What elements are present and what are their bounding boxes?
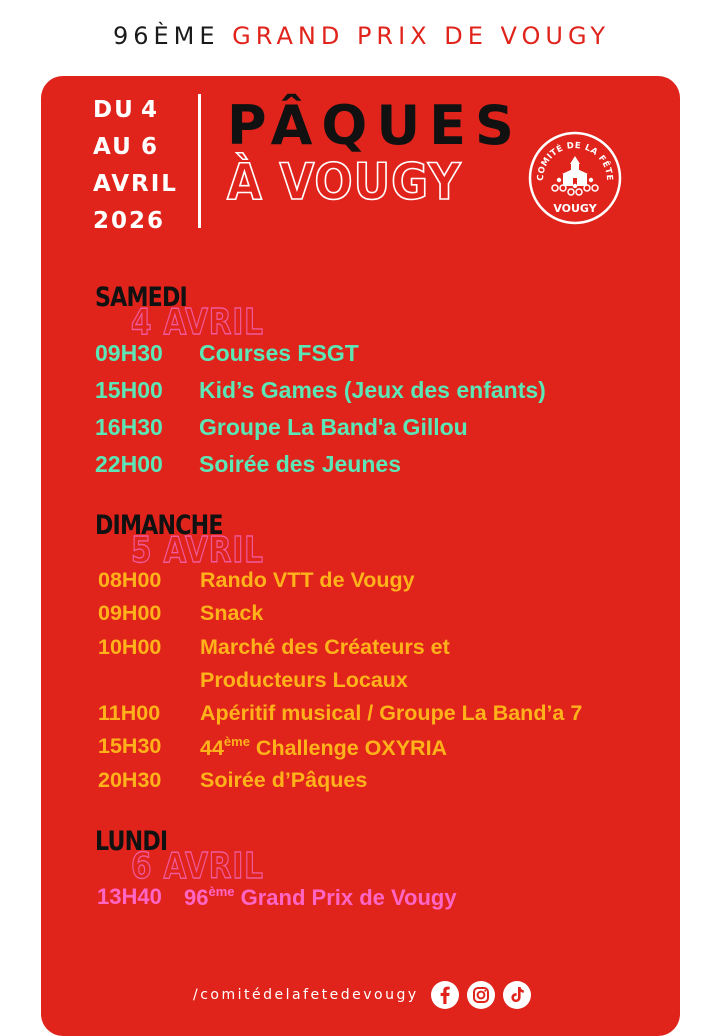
- logo-top-text: COMITÉ DE LA FÊTE: [535, 140, 615, 182]
- header-prefix: 96ÈME: [112, 22, 220, 50]
- poster: [41, 76, 680, 1036]
- event-time: 11H00: [98, 701, 161, 726]
- comite-logo: [527, 130, 623, 226]
- event-time: 09H30: [95, 340, 163, 366]
- main-title: [227, 94, 523, 211]
- day-name: DIMANCHE: [95, 510, 223, 541]
- day-date: 4 AVRIL: [131, 302, 264, 343]
- logo-bottom-text: VOUGY: [553, 202, 597, 215]
- event-label: Groupe La Band'a Gillou: [199, 414, 468, 440]
- event-row: [95, 377, 546, 414]
- event-row: [95, 601, 264, 634]
- event-label: 96ème Grand Prix de Vougy: [184, 884, 457, 910]
- event-label: Soirée d’Pâques: [200, 767, 368, 792]
- facebook-icon[interactable]: [431, 981, 459, 1009]
- event-label: Courses FSGT: [199, 340, 359, 366]
- social-handle: /comitédelafetedevougy: [193, 987, 419, 1003]
- day-date: 6 AVRIL: [131, 846, 264, 887]
- tiktok-icon[interactable]: [503, 981, 531, 1009]
- event-label: Snack: [200, 601, 264, 626]
- date-line-4: 2026: [93, 208, 166, 234]
- event-time: 08H00: [98, 568, 162, 592]
- date-line-1b: 4: [140, 97, 159, 123]
- page-header: [0, 22, 723, 50]
- event-row: [97, 884, 457, 918]
- date-line-2a: AU: [93, 134, 133, 160]
- day-monday: [95, 826, 457, 918]
- event-dates: [93, 92, 183, 240]
- header-title: GRAND PRIX DE VOUGY: [232, 22, 611, 50]
- date-line-2b: 6: [140, 134, 159, 160]
- event-label: Marché des Créateurs et: [200, 634, 450, 659]
- event-label: 44ème Challenge OXYRIA: [200, 734, 448, 761]
- event-row: [95, 451, 401, 488]
- event-row: [95, 734, 448, 767]
- event-time: 09H00: [98, 601, 162, 626]
- event-label: Apéritif musical / Groupe La Band’a 7: [200, 701, 583, 726]
- event-time: 16H30: [95, 414, 163, 440]
- event-label: Kid’s Games (Jeux des enfants): [199, 377, 546, 403]
- day-date: 5 AVRIL: [131, 530, 264, 571]
- event-time: 10H00: [98, 634, 162, 659]
- event-time: 13H40: [97, 884, 162, 909]
- event-row: [95, 414, 468, 451]
- title-line-2: À VOUGY: [227, 153, 462, 211]
- event-row: [95, 767, 368, 801]
- event-time: 15H00: [95, 377, 163, 403]
- event-label: Soirée des Jeunes: [199, 451, 401, 477]
- day-name: SAMEDI: [95, 282, 187, 313]
- date-line-3: AVRIL: [93, 171, 178, 197]
- title-line-1: PÂQUES: [227, 94, 523, 157]
- event-row: [95, 667, 408, 701]
- event-label: Rando VTT de Vougy: [200, 568, 415, 592]
- event-row: [95, 568, 415, 601]
- instagram-icon[interactable]: [467, 981, 495, 1009]
- event-label: Producteurs Locaux: [200, 667, 408, 692]
- event-row: [95, 634, 450, 668]
- vertical-divider: [198, 94, 201, 228]
- event-time: 20H30: [98, 767, 162, 792]
- day-sunday: [95, 510, 583, 801]
- event-row: [95, 340, 359, 377]
- event-time: 15H30: [98, 734, 162, 759]
- event-time: 22H00: [95, 451, 163, 477]
- event-row: [95, 701, 583, 734]
- date-line-1a: DU: [93, 97, 135, 123]
- day-name: LUNDI: [95, 826, 168, 857]
- day-saturday: [95, 282, 546, 488]
- social-footer: [193, 980, 531, 1010]
